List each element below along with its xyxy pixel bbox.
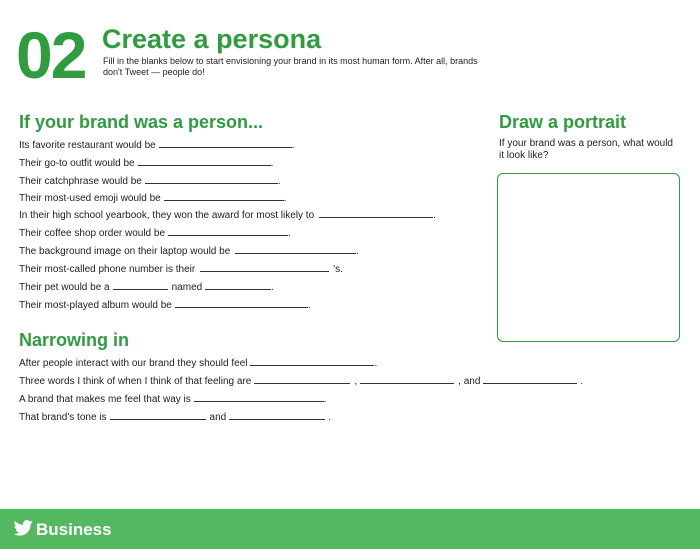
blank-field[interactable] bbox=[229, 410, 325, 420]
prompt-album: Their most-played album would be . bbox=[19, 300, 311, 311]
blank-field[interactable] bbox=[164, 191, 284, 201]
footer-bar bbox=[0, 509, 700, 549]
blank-field[interactable] bbox=[168, 226, 288, 236]
portrait-drawing-area[interactable] bbox=[497, 173, 680, 342]
page-subtitle: Fill in the blanks below to start envisioning your brand in its most human form. After all, brands don't Tweet — people do! bbox=[103, 56, 478, 77]
blank-field[interactable] bbox=[145, 174, 278, 184]
prompt-feel: After people interact with our brand they should feel . bbox=[19, 358, 378, 369]
person-section-heading: If your brand was a person... bbox=[19, 112, 264, 132]
brand-name: Business bbox=[36, 520, 112, 539]
prompt-three-words: Three words I think of when I think of that feeling are , , and . bbox=[19, 376, 584, 387]
page-title: Create a persona bbox=[102, 24, 322, 54]
prompt-catchphrase: Their catchphrase would be . bbox=[19, 176, 281, 187]
prompt-pet: Their pet would be a named . bbox=[19, 282, 274, 293]
blank-field[interactable] bbox=[175, 298, 308, 308]
blank-field[interactable] bbox=[159, 138, 292, 148]
prompt-outfit: Their go-to outfit would be . bbox=[19, 158, 274, 169]
prompt-yearbook: In their high school yearbook, they won the award for most likely to . bbox=[19, 210, 436, 221]
prompt-laptop: The background image on their laptop would be . bbox=[19, 246, 360, 257]
blank-field[interactable] bbox=[235, 244, 356, 254]
prompt-tone: That brand's tone is and . bbox=[19, 412, 331, 423]
blank-field[interactable] bbox=[110, 410, 206, 420]
blank-field[interactable] bbox=[254, 374, 350, 384]
brand-logo bbox=[14, 520, 112, 540]
twitter-bird-icon bbox=[14, 520, 36, 540]
blank-field[interactable] bbox=[319, 208, 433, 218]
blank-field[interactable] bbox=[194, 392, 324, 402]
prompt-coffee: Their coffee shop order would be . bbox=[19, 228, 291, 239]
blank-field[interactable] bbox=[138, 156, 271, 166]
section-number: 02 bbox=[16, 18, 86, 92]
portrait-heading: Draw a portrait bbox=[499, 112, 627, 132]
narrowing-section-heading: Narrowing in bbox=[19, 330, 130, 350]
blank-field[interactable] bbox=[205, 280, 271, 290]
prompt-restaurant: Its favorite restaurant would be . bbox=[19, 140, 295, 151]
blank-field[interactable] bbox=[113, 280, 168, 290]
portrait-description: If your brand was a person, what would it look like? bbox=[499, 138, 673, 161]
prompt-emoji: Their most-used emoji would be . bbox=[19, 193, 287, 204]
prompt-phone: Their most-called phone number is their 's. bbox=[19, 264, 343, 275]
blank-field[interactable] bbox=[360, 374, 454, 384]
blank-field[interactable] bbox=[250, 356, 374, 366]
blank-field[interactable] bbox=[200, 262, 329, 272]
prompt-brand-feel: A brand that makes me feel that way is . bbox=[19, 394, 327, 405]
blank-field[interactable] bbox=[483, 374, 577, 384]
